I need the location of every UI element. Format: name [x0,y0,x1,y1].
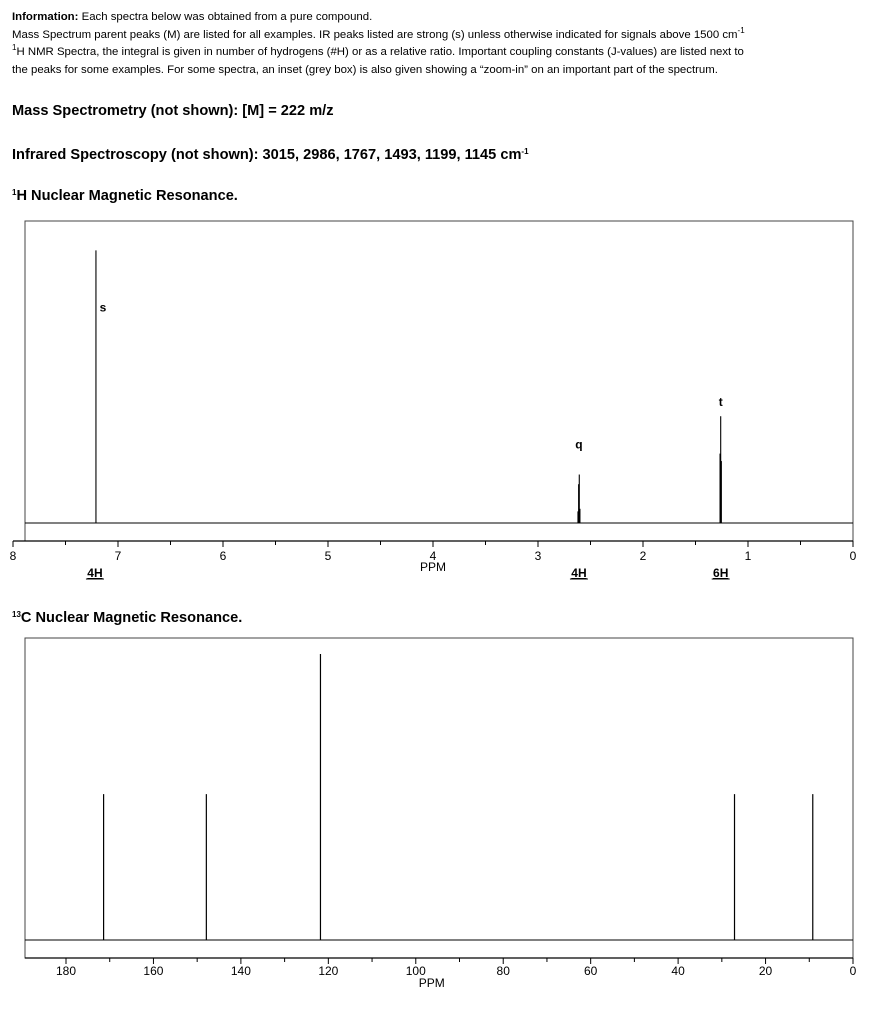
cnmr-tick-label: 0 [849,964,857,978]
cnmr-frame [25,638,853,958]
hnmr-heading-text: H Nuclear Magnetic Resonance. [16,188,238,204]
hnmr-integral-label: 6H [713,566,729,580]
info-line-3-text: H NMR Spectra, the integral is given in number of hydrogens (#H) or as a relative ratio. Important coupling constants (J-values) are listed next to [16,46,744,58]
cnmr-tick-label: 20 [758,964,773,978]
hnmr-tick-label: 6 [219,549,227,563]
hnmr-heading-sup: 1 [12,188,17,197]
info-line-2-sup: -1 [737,25,745,35]
cnmr-x-axis-label: PPM [418,976,445,990]
ir-heading-text: Infrared Spectroscopy (not shown): 3015, 2986, 1767, 1493, 1199, 1145 cm [12,147,522,163]
cnmr-tick-label: 40 [671,964,685,978]
cnmr-tick-label: 100 [405,964,426,978]
hnmr-multiplicity-label: s [99,300,107,315]
cnmr-heading-text: C Nuclear Magnetic Resonance. [20,610,243,626]
hnmr-multiplicity-label: q [575,437,583,452]
hnmr-tick-label: 0 [849,549,857,563]
mass-spec-heading: Mass Spectrometry (not shown): [M] = 222 m/z [12,103,334,119]
cnmr-tick-label: 140 [230,964,251,978]
info-line-1-text: Each spectra below was obtained from a pure compound. [81,11,373,23]
cnmr-tick-label: 60 [583,964,598,978]
hnmr-tick-label: 7 [114,549,122,563]
hnmr-multiplicity-label: t [718,395,723,410]
hnmr-tick-label: 1 [744,549,752,563]
hnmr-integral-label: 4H [571,566,587,580]
hnmr-x-axis-label: PPM [419,560,447,574]
info-line-3-sup: 1 [12,43,17,52]
cnmr-tick-label: 180 [55,964,77,978]
info-line-2-text: Mass Spectrum parent peaks (M) are listed for all examples. IR peaks listed are strong (s) unless otherwise indicated for signals above 1500 cm [12,28,738,41]
cnmr-tick-label: 120 [318,964,339,978]
hnmr-tick-label: 2 [639,549,647,563]
info-line-4-text: the peaks for some examples. For some spectra, an inset (grey box) is also given showing a “zoom-in” on an important part of the spectrum. [12,63,718,76]
cnmr-tick-label: 80 [496,964,510,978]
hnmr-integral-label: 4H [87,566,103,580]
hnmr-tick-label: 8 [9,549,17,563]
cnmr-tick-label: 160 [143,964,164,978]
hnmr-tick-label: 3 [534,549,542,563]
info-label: Information: [12,11,79,23]
hnmr-tick-label: 5 [324,549,332,563]
hnmr-tick-label: 4 [429,549,437,563]
ir-heading-sup: -1 [521,147,529,156]
cnmr-heading-sup: 13 [12,610,21,619]
